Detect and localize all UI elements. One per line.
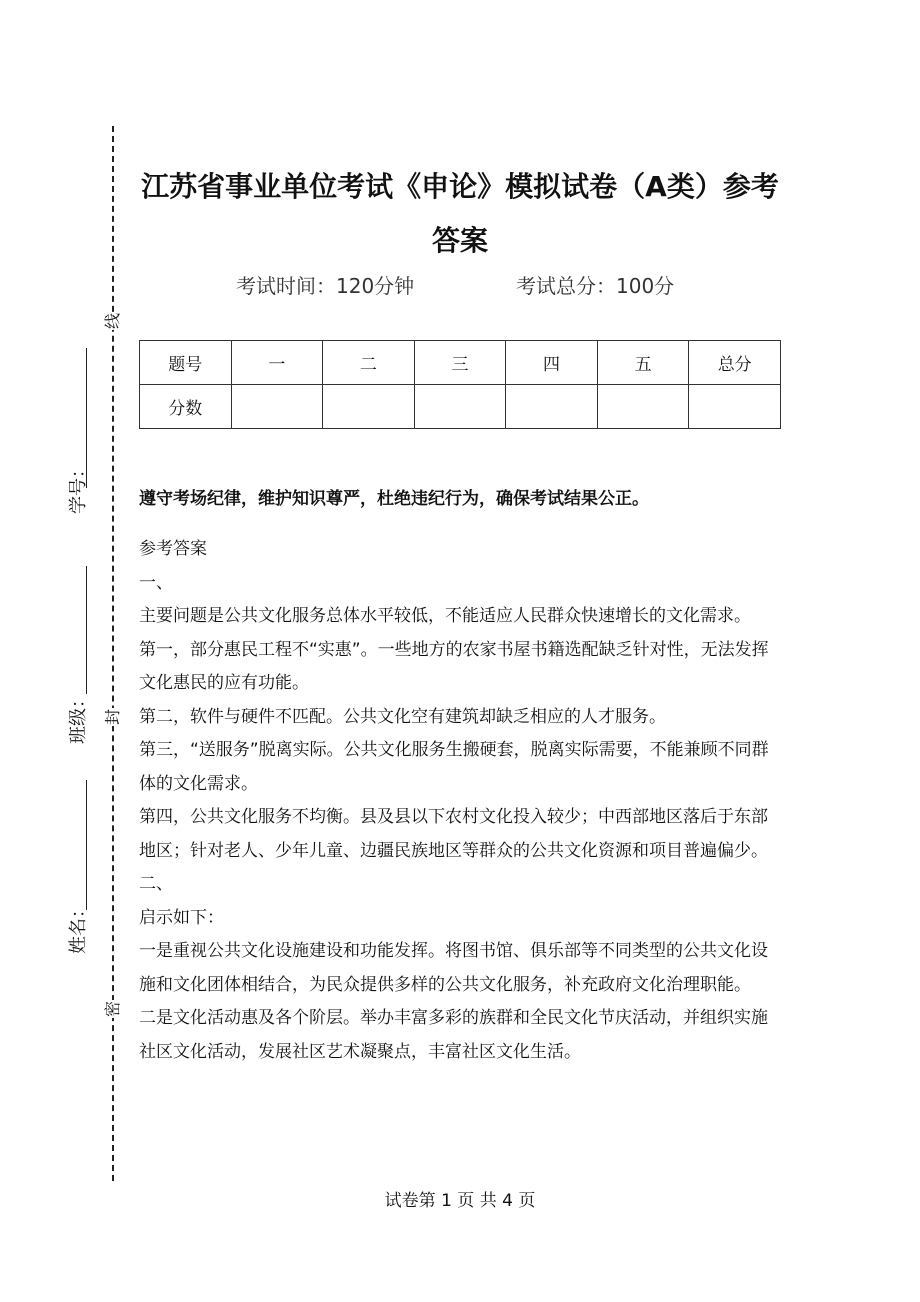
score-cell[interactable] xyxy=(689,385,781,429)
exam-total-score: 考试总分：100分 xyxy=(516,274,675,298)
class-underline xyxy=(86,566,87,694)
score-table-header-row xyxy=(140,341,781,385)
answer-paragraph: 第三，“送服务”脱离实际。公共文化服务生搬硬套，脱离实际需要，不能兼顾不同群体的文化需求。 xyxy=(139,740,769,794)
answer-paragraph: 一是重视公共文化设施建设和功能发挥。将图书馆、俱乐部等不同类型的公共文化设施和文化团体相结合，为民众提供多样的公共文化服务，补充政府文化治理职能。 xyxy=(139,941,768,995)
name-label: 姓名： xyxy=(68,900,89,954)
score-header-cell: 二 xyxy=(323,341,415,385)
answer-paragraph: 第一，部分惠民工程不“实惠”。一些地方的农家书屋书籍选配缺乏针对性，无法发挥文化惠民的应有功能。 xyxy=(139,639,769,693)
exam-meta xyxy=(0,270,920,300)
page-footer: 试卷第 1 页 共 4 页 xyxy=(384,1191,536,1211)
answer-heading: 参考答案 xyxy=(139,539,207,559)
score-cell[interactable] xyxy=(323,385,415,429)
binding-char-line: 线 xyxy=(103,313,122,330)
student-id-label: 学号： xyxy=(68,460,89,514)
score-cell[interactable] xyxy=(597,385,689,429)
score-cell[interactable] xyxy=(414,385,506,429)
binding-char-seal: 封 xyxy=(103,709,122,726)
score-header-cell: 一 xyxy=(231,341,323,385)
answer-paragraph: 二是文化活动惠及各个阶层。举办丰富多彩的族群和全民文化节庆活动，并组织实施社区文化活动，发展社区艺术凝聚点，丰富社区文化生活。 xyxy=(139,1008,768,1062)
score-row-label: 分数 xyxy=(140,385,232,429)
answer-paragraph: 二、 xyxy=(139,874,173,894)
score-header-cell: 三 xyxy=(414,341,506,385)
score-cell[interactable] xyxy=(506,385,598,429)
page-title: 江苏省事业单位考试《申论》模拟试卷（A类）参考答案 xyxy=(141,170,779,257)
binding-char-secret: 密 xyxy=(103,1001,122,1018)
score-table-score-row xyxy=(140,385,781,429)
score-table xyxy=(139,340,781,429)
class-label: 班级： xyxy=(68,690,89,744)
score-header-cell: 总分 xyxy=(689,341,781,385)
score-header-cell: 四 xyxy=(506,341,598,385)
score-cell[interactable] xyxy=(231,385,323,429)
answer-paragraph: 第四，公共文化服务不均衡。县及县以下农村文化投入较少；中西部地区落后于东部地区；针对老人、少年儿童、边疆民族地区等群众的公共文化资源和项目普遍偏少。 xyxy=(139,807,768,861)
answer-paragraph: 一、 xyxy=(139,572,173,593)
answer-paragraph: 启示如下： xyxy=(139,907,224,928)
exam-notice: 遵守考场纪律，维护知识尊严，杜绝违纪行为，确保考试结果公正。 xyxy=(139,489,649,509)
answer-paragraph: 主要问题是公共文化服务总体水平较低，不能适应人民群众快速增长的文化需求。 xyxy=(139,606,751,626)
answer-content xyxy=(139,533,779,1069)
score-header-cell: 五 xyxy=(597,341,689,385)
answer-paragraph: 第二，软件与硬件不匹配。公共文化空有建筑却缺乏相应的人才服务。 xyxy=(139,706,666,727)
name-underline xyxy=(86,780,87,910)
exam-time: 考试时间：120分钟 xyxy=(236,274,415,298)
score-header-cell: 题号 xyxy=(140,341,232,385)
